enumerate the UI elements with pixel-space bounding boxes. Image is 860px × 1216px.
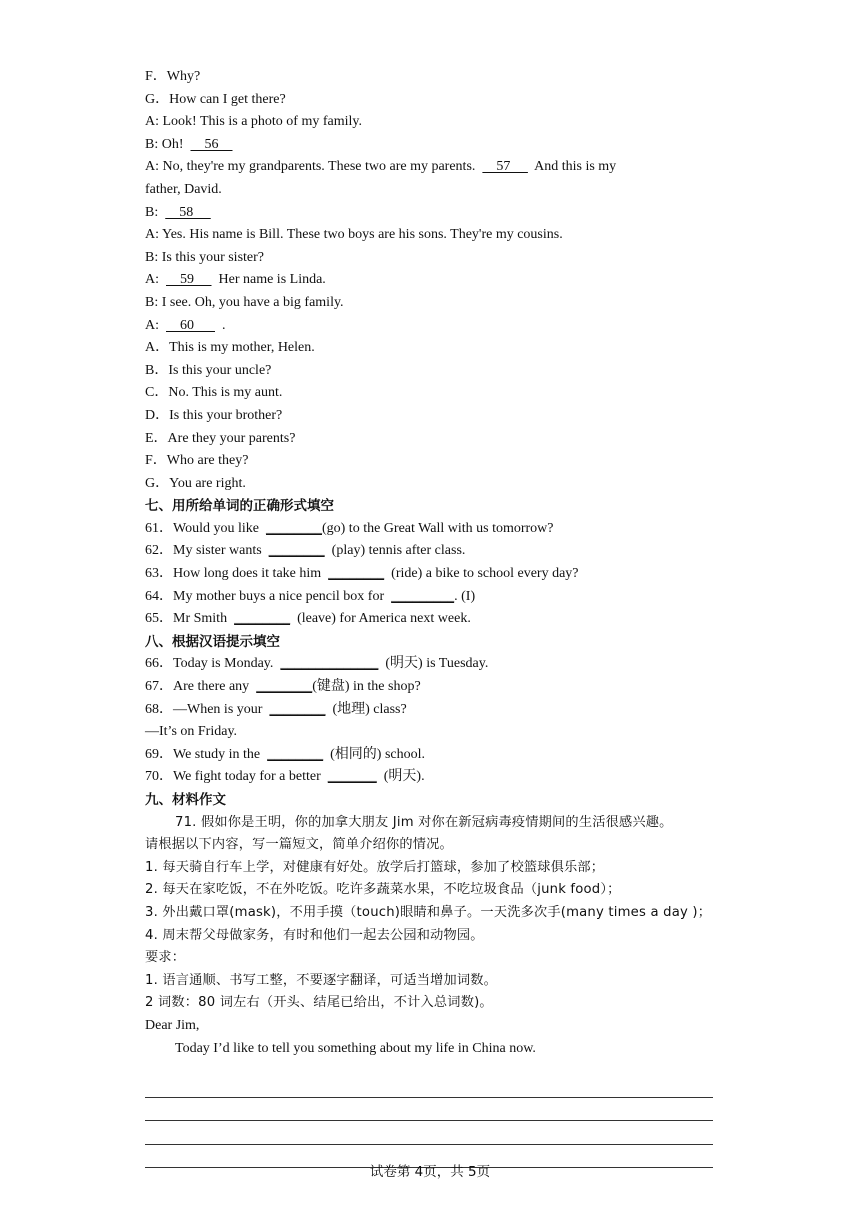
text-line: A: Look! This is a photo of my family.	[145, 114, 362, 130]
question-text: 66．Today is Monday.	[145, 656, 281, 672]
question-line	[145, 563, 725, 586]
text-line: B．Is this your uncle?	[145, 362, 272, 378]
question-text-after: (明天).	[376, 769, 425, 785]
writing-line[interactable]	[145, 1098, 713, 1122]
question-text-after: (leave) for America next week.	[290, 611, 471, 627]
question-text-after: (ride) a bike to school every day?	[384, 566, 579, 582]
instruction-line: 要求：	[145, 950, 186, 966]
instruction-line: 1. 语言通顺、书写工整，不要逐字翻译，可适当增加词数。	[145, 972, 498, 988]
text-line: G．How can I get there?	[145, 91, 286, 107]
question-text: B:	[145, 204, 166, 220]
answer-blank[interactable]: 56	[190, 136, 233, 152]
question-text-after: (地理) class?	[325, 701, 407, 717]
writing-line[interactable]	[145, 1121, 713, 1145]
question-text: 69．We study in the	[145, 746, 268, 762]
question-text: 61．Would you like	[145, 520, 266, 536]
question-text-after: . (I)	[454, 588, 476, 604]
answer-blank[interactable]: ________	[328, 566, 385, 582]
text-line: A．This is my mother, Helen.	[145, 340, 315, 356]
question-text-after: (明天) is Tuesday.	[378, 656, 489, 672]
answer-blank[interactable]: _________	[391, 588, 455, 604]
question-line	[145, 744, 725, 767]
answer-blank[interactable]: ________	[268, 543, 325, 559]
exam-content	[145, 66, 725, 1060]
question-line	[145, 676, 725, 699]
text-line: B: I see. Oh, you have a big family.	[145, 294, 344, 310]
answer-blank[interactable]: ______________	[280, 656, 379, 672]
instruction-line: 1. 每天骑自行车上学，对健康有好处。放学后打篮球，参加了校篮球俱乐部；	[145, 859, 605, 875]
question-line	[145, 586, 725, 609]
answer-blank[interactable]: ________	[256, 679, 313, 695]
question-line	[145, 608, 725, 631]
text-line: F．Why?	[145, 69, 201, 84]
answer-blank[interactable]: _______	[327, 769, 377, 785]
answer-blank[interactable]: ________	[269, 701, 326, 717]
question-text: 68．—When is your	[145, 701, 270, 717]
question-text-after: Her name is Linda.	[211, 272, 326, 288]
question-text: 65．Mr Smith	[145, 611, 235, 627]
question-text: A:	[145, 317, 166, 333]
writing-line[interactable]	[145, 1074, 713, 1098]
question-line	[145, 269, 725, 292]
question-text-after: (相同的) school.	[323, 746, 426, 762]
text-line: father, David.	[145, 181, 222, 197]
question-line	[145, 653, 725, 676]
text-line: F．Who are they?	[145, 453, 249, 469]
question-line	[145, 134, 725, 157]
answer-blank[interactable]: ________	[265, 520, 322, 536]
question-text: A: No, they're my grandparents. These two are my parents.	[145, 159, 483, 175]
instruction-line: 请根据以下内容，写一篇短文，简单介绍你的情况。	[145, 837, 453, 853]
answer-blank[interactable]: 60	[166, 317, 215, 333]
question-text: B: Oh!	[145, 136, 191, 152]
answer-writing-area[interactable]	[145, 1074, 713, 1168]
answer-blank[interactable]: 57	[482, 159, 528, 175]
question-text: 62．My sister wants	[145, 543, 269, 559]
instruction-line: 4. 周末帮父母做家务，有时和他们一起去公园和动物园。	[145, 927, 484, 943]
section-heading: 九、材料作文	[145, 792, 226, 808]
question-text: A:	[145, 272, 166, 288]
text-line: A: Yes. His name is Bill. These two boys are his sons. They're my cousins.	[145, 227, 563, 243]
answer-blank[interactable]: 59	[166, 272, 212, 288]
answer-blank[interactable]: ________	[234, 611, 291, 627]
question-text: 70．We fight today for a better	[145, 769, 328, 785]
text-line: E．Are they your parents?	[145, 430, 296, 446]
question-line	[145, 315, 725, 338]
question-line	[145, 156, 725, 179]
text-line: Dear Jim,	[145, 1017, 200, 1033]
answer-blank[interactable]: ________	[267, 746, 324, 762]
text-line: C．No. This is my aunt.	[145, 385, 283, 401]
section-heading: 七、用所给单词的正确形式填空	[145, 498, 334, 515]
instruction-line: 3. 外出戴口罩(mask)，不用手摸（touch)眼睛和鼻子。一天洗多次手(many times a day )；	[145, 904, 712, 920]
question-text-after: .	[215, 317, 226, 333]
text-line: G．You are right.	[145, 475, 246, 491]
question-text: 67．Are there any	[145, 679, 257, 695]
question-line	[145, 699, 725, 722]
question-text: 63．How long does it take him	[145, 566, 329, 582]
question-line	[145, 202, 725, 225]
text-line: B: Is this your sister?	[145, 249, 264, 265]
prompt-line: 71. 假如你是王明，你的加拿大朋友 Jim 对你在新冠病毒疫情期间的生活很感兴趣。	[175, 814, 673, 830]
question-line	[145, 540, 725, 563]
question-text-after: And this is my	[527, 159, 617, 175]
question-text: 64．My mother buys a nice pencil box for	[145, 588, 392, 604]
text-line: D．Is this your brother?	[145, 407, 283, 423]
section-heading: 八、根据汉语提示填空	[145, 633, 280, 650]
letter-opening: Today I’d like to tell you something about my life in China now.	[175, 1040, 536, 1056]
question-text-after: (play) tennis after class.	[324, 543, 466, 559]
instruction-line: 2. 每天在家吃饭，不在外吃饭。吃许多蔬菜水果，不吃垃圾食品（junk food）；	[145, 882, 621, 898]
page-footer: 试卷第 4页，共 5页	[369, 1164, 491, 1180]
question-line	[145, 766, 725, 789]
question-text-after: (键盘) in the shop?	[312, 679, 421, 695]
answer-blank[interactable]: 58	[165, 204, 211, 220]
instruction-line: 2 词数：80 词左右（开头、结尾已给出，不计入总词数)。	[145, 995, 493, 1011]
question-line	[145, 518, 725, 541]
text-line: —It’s on Friday.	[145, 724, 238, 740]
question-text-after: (go) to the Great Wall with us tomorrow?	[321, 520, 554, 536]
